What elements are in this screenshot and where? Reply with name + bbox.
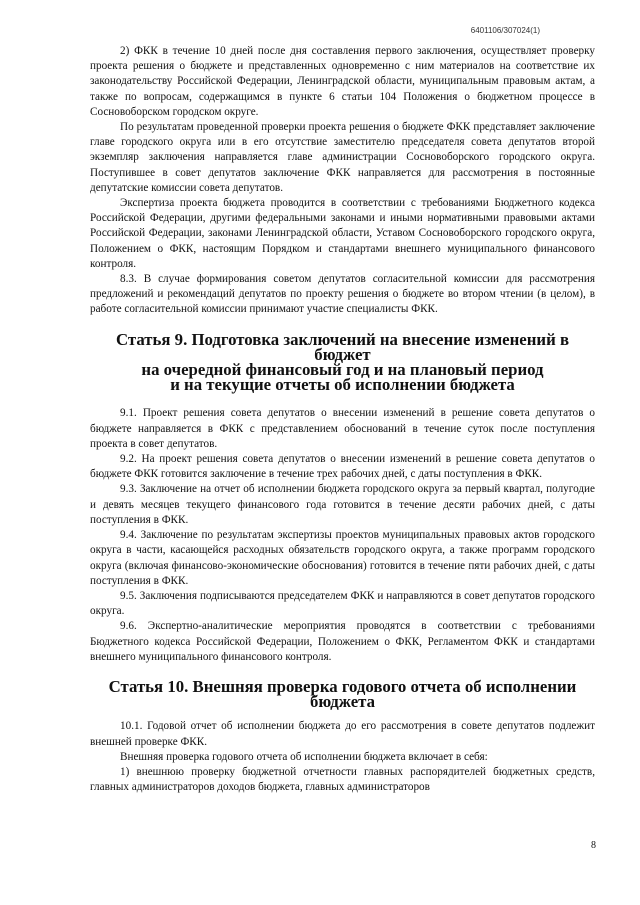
article-9-title	[90, 329, 595, 395]
paragraph-10-1: 10.1. Годовой отчет об исполнении бюджета до его рассмотрения в совете депутатов подлежит внешней проверке ФКК.	[90, 720, 595, 748]
paragraph: 2) ФКК в течение 10 дней после дня составления первого заключения, осуществляет проверку проекта решения о бюджете и представленных одновременно с ним материалов на соответствие их законодательству Российской Федерации, Ленинградской области, муниципальным правовым актам, а также по вопросам, содержащимся в пункте 6 статьи 104 Положения о бюджетном процессе в Сосновоборском городском округе.	[90, 45, 595, 118]
article-9-title-line: на очередной финансовый год и на плановый период	[141, 360, 544, 380]
paragraph: Экспертиза проекта бюджета проводится в соответствии с требованиями Бюджетного кодекса Российской Федерации, другими федеральными законами и иными нормативными правовыми актами Российской Федерации, законами Ленинградской области, Уставом Сосновоборского городского округа, Положением о ФКК, настоящим Порядком и стандартами внешнего муниципального финансового контроля.	[90, 197, 595, 270]
paragraph-9-2: 9.2. На проект решения совета депутатов о внесении изменений в решение совета депутатов о бюджете ФКК готовится заключение в течение трех рабочих дней, с даты поступления в ФКК.	[90, 453, 595, 481]
paragraph: Внешняя проверка годового отчета об исполнении бюджета включает в себя:	[120, 750, 488, 763]
paragraph-9-1: 9.1. Проект решения совета депутатов о внесении изменений в решение совета депутатов о бюджете направляется в ФКК с представлением обоснований в течение суток после поступления проекта в совет депутатов.	[90, 407, 595, 450]
document-id: 6401106/307024(1)	[470, 26, 540, 35]
article-10-title: Статья 10. Внешняя проверка годового отчета об исполнении бюджета	[108, 676, 577, 712]
page-content	[90, 44, 595, 795]
paragraph: По результатам проведенной проверки проекта решения о бюджете ФКК представляет заключение главе городского округа или в его отсутствие заместителю председателя совета депутатов второй экземпляр заключения направляется главе администрации Сосновоборского городского округа. Поступившее в совет депутатов заключение ФКК направляется для рассмотрения в постоянные депутатские комиссии совета депутатов.	[90, 121, 595, 194]
article-9-title-line: Статья 9. Подготовка заключений на внесение изменений в бюджет	[115, 329, 570, 364]
article-9-title-line: и на текущие отчеты об исполнении бюджета	[170, 375, 515, 395]
paragraph-9-5: 9.5. Заключения подписываются председателем ФКК и направляются в совет депутатов городского округа.	[90, 589, 595, 618]
paragraph-9-4: 9.4. Заключение по результатам экспертизы проектов муниципальных правовых актов городского округа в части, касающейся расходных обязательств городского округа, а также программ городского округа (включая финансово-экономические обоснования) готовится в течение пяти рабочих дней, с даты поступления в ФКК.	[90, 529, 595, 587]
paragraph: 8.3. В случае формирования советом депутатов согласительной комиссии для рассмотрения предложений и рекомендаций депутатов по проекту решения о бюджете во втором чтении (в целом), в работе согласительной комиссии принимают участие специалисты ФКК.	[90, 273, 595, 316]
paragraph-9-3: 9.3. Заключение на отчет об исполнении бюджета городского округа за первый квартал, полугодие и девять месяцев текущего финансового года готовится в течение десяти рабочих дней, с даты поступления в ФКК.	[90, 483, 595, 526]
paragraph-9-6: 9.6. Экспертно-аналитические мероприятия проводятся в соответствии с требованиями Бюджетного кодекса Российской Федерации, Положением о ФКК, Регламентом ФКК и стандартами внешнего муниципального финансового контроля.	[90, 620, 595, 663]
paragraph: 1) внешнюю проверку бюджетной отчетности главных распорядителей бюджетных средств, главных администраторов доходов бюджета, главных администраторов	[90, 765, 595, 794]
page-number: 8	[591, 840, 596, 851]
